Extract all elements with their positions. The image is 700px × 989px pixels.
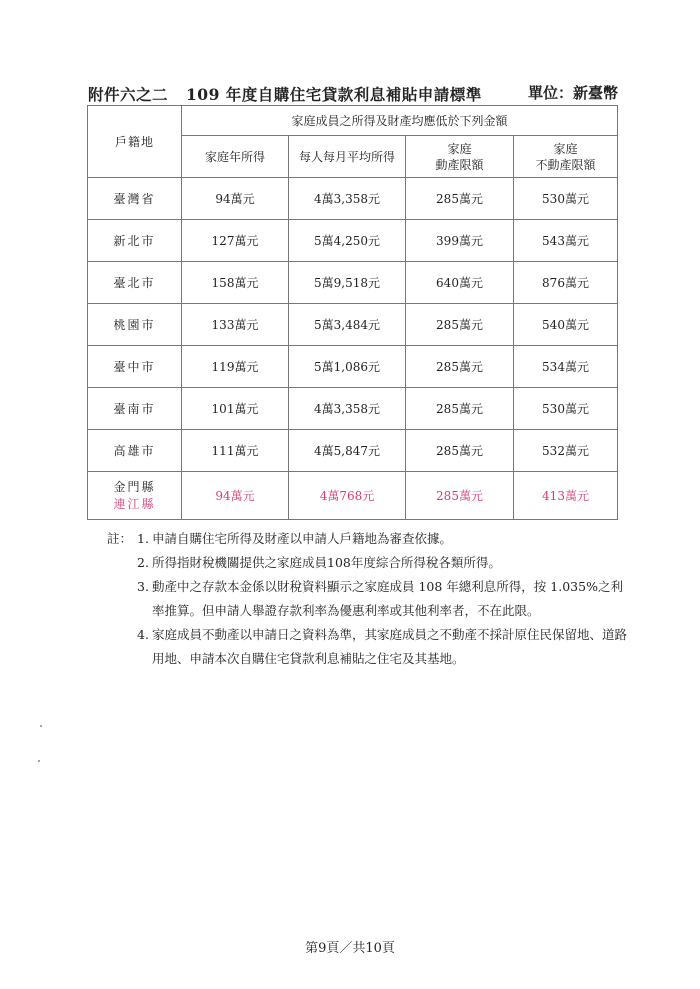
annual-cell: 101萬元 (182, 388, 289, 430)
annual-cell: 119萬元 (182, 346, 289, 388)
area-cell: 臺灣省 (88, 178, 182, 220)
immovable-cell: 530萬元 (514, 388, 618, 430)
currency-unit: 單位：新臺幣 (527, 84, 618, 102)
area-cell: 臺北市 (88, 262, 182, 304)
attachment-label: 附件六之二 (88, 85, 169, 104)
page-title-row (88, 79, 618, 105)
movable-cell: 285萬元 (406, 472, 514, 520)
col-header-movable: 家庭 動產限額 (406, 136, 514, 178)
monthly-cell: 5萬9,518元 (289, 262, 406, 304)
area-cell: 臺南市 (88, 388, 182, 430)
note-text: 所得指財稅機關提供之家庭成員108年度綜合所得稅各類所得。 (152, 555, 501, 570)
household-header: 戶籍地 (88, 106, 182, 178)
note-text: 動產中之存款本金係以財稅資料顯示之家庭成員 108 年總利息所得，按 1.035%之利率推算。但申請人舉證存款利率為優惠利率或其他利率者，不在此限。 (152, 579, 623, 618)
table-row (88, 220, 618, 262)
annual-cell: 94萬元 (182, 178, 289, 220)
note-item (107, 623, 627, 671)
table-row (88, 388, 618, 430)
movable-cell: 285萬元 (406, 346, 514, 388)
note-item (107, 551, 627, 575)
area-cell: 高雄市 (88, 430, 182, 472)
table-row (88, 304, 618, 346)
annual-cell: 111萬元 (182, 430, 289, 472)
movable-cell: 285萬元 (406, 430, 514, 472)
area-cell: 臺中市 (88, 346, 182, 388)
area-kinmen: 金門縣 (113, 479, 156, 494)
movable-cell: 285萬元 (406, 304, 514, 346)
immovable-cell: 532萬元 (514, 430, 618, 472)
table-row (88, 346, 618, 388)
monthly-cell: 5萬1,086元 (289, 346, 406, 388)
eligibility-table (87, 105, 618, 520)
movable-cell: 640萬元 (406, 262, 514, 304)
col-header-immovable: 家庭 不動產限額 (514, 136, 618, 178)
area-cell: 新北市 (88, 220, 182, 262)
immovable-cell: 530萬元 (514, 178, 618, 220)
table-row-kinmen-lienchiang (88, 472, 618, 520)
monthly-cell: 5萬4,250元 (289, 220, 406, 262)
immovable-cell: 876萬元 (514, 262, 618, 304)
notes-lead: 註： (107, 531, 133, 546)
note-item (107, 527, 627, 551)
col-header-monthly: 每人每月平均所得 (289, 136, 406, 178)
immovable-cell: 543萬元 (514, 220, 618, 262)
annual-cell: 133萬元 (182, 304, 289, 346)
note-number: 4. (137, 627, 149, 642)
immovable-cell: 413萬元 (514, 472, 618, 520)
immovable-cell: 534萬元 (514, 346, 618, 388)
col-header-annual: 家庭年所得 (182, 136, 289, 178)
note-text: 家庭成員不動產以申請日之資料為準，其家庭成員之不動產不採計原住民保留地、道路用地、申請本次自購住宅貸款利息補貼之住宅及其基地。 (152, 627, 628, 666)
area-cell-offshore (88, 472, 182, 520)
annual-cell: 158萬元 (182, 262, 289, 304)
scan-speck (40, 725, 42, 727)
monthly-cell: 5萬3,484元 (289, 304, 406, 346)
annual-cell: 127萬元 (182, 220, 289, 262)
note-number: 1. (137, 531, 149, 546)
table-row (88, 430, 618, 472)
note-text: 申請自購住宅所得及財產以申請人戶籍地為審查依據。 (152, 531, 453, 546)
area-cell: 桃園市 (88, 304, 182, 346)
page-number: 第9頁／共10頁 (305, 941, 395, 956)
annual-cell: 94萬元 (182, 472, 289, 520)
note-item (107, 575, 627, 623)
area-lienchiang: 連江縣 (113, 496, 156, 511)
table-row (88, 262, 618, 304)
movable-cell: 285萬元 (406, 178, 514, 220)
monthly-cell: 4萬5,847元 (289, 430, 406, 472)
monthly-cell: 4萬3,358元 (289, 388, 406, 430)
title-text: 109 年度自購住宅貸款利息補貼申請標準 (186, 85, 482, 104)
note-number: 3. (137, 579, 149, 594)
table-row (88, 178, 618, 220)
movable-cell: 285萬元 (406, 388, 514, 430)
movable-cell: 399萬元 (406, 220, 514, 262)
monthly-cell: 4萬3,358元 (289, 178, 406, 220)
page-title (88, 83, 482, 105)
scan-speck (38, 760, 40, 762)
group-header: 家庭成員之所得及財產均應低於下列金額 (182, 106, 618, 136)
immovable-cell: 540萬元 (514, 304, 618, 346)
monthly-cell: 4萬768元 (289, 472, 406, 520)
note-number: 2. (137, 555, 149, 570)
notes-section (107, 527, 627, 671)
